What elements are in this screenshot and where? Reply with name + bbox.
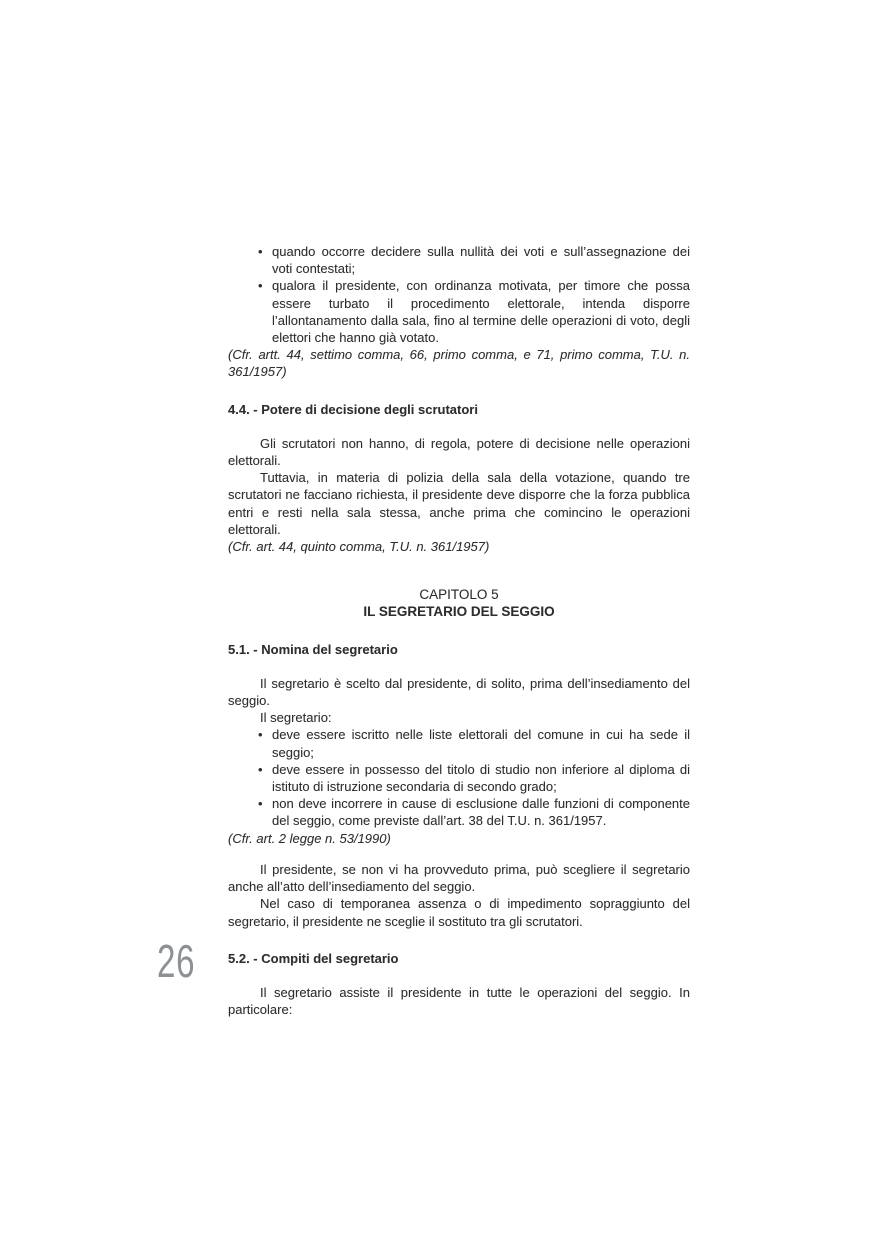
list-item xyxy=(228,795,690,829)
section-heading-4-4: 4.4. - Potere di decisione degli scrutatori xyxy=(228,401,478,417)
paragraph: Il segretario: xyxy=(260,710,332,726)
bullet-icon: • xyxy=(258,727,263,743)
citation: (Cfr. art. 44, quinto comma, T.U. n. 361/1957) xyxy=(228,539,490,555)
citation: (Cfr. art. 2 legge n. 53/1990) xyxy=(228,830,391,846)
bullet-icon: • xyxy=(258,796,263,812)
paragraph: Il segretario assiste il presidente in tutte le operazioni del seggio. In particolare: xyxy=(228,984,690,1018)
list-item xyxy=(228,726,690,760)
list-item-text: deve essere in possesso del titolo di studio non inferiore al diploma di istituto di istruzione secondaria di secondo grado; xyxy=(272,761,690,795)
chapter-title: IL SEGRETARIO DEL SEGGIO xyxy=(363,604,555,620)
citation: (Cfr. artt. 44, settimo comma, 66, primo comma, e 71, primo comma, T.U. n. 361/1957) xyxy=(228,347,690,380)
page-content xyxy=(228,243,690,1018)
paragraph: Tuttavia, in materia di polizia della sala della votazione, quando tre scrutatori ne facciano richiesta, il presidente deve disporre che la forza pubblica entri e resti nella sala stessa, anche prima che comincino le operazioni elettorali. xyxy=(228,470,690,537)
bullet-icon: • xyxy=(258,761,263,777)
list-item xyxy=(228,761,690,795)
list-item xyxy=(228,277,690,346)
bullet-icon: • xyxy=(258,278,263,294)
list-item-text: qualora il presidente, con ordinanza motivata, per timore che possa essere turbato il procedimento elettorale, intenda disporre l’allontanamento dalla sala, fino al termine delle operazioni di voto, degli elettori che hanno già votato. xyxy=(272,278,690,346)
list-item-text: deve essere iscritto nelle liste elettorali del comune in cui ha sede il seggio; xyxy=(272,727,690,760)
bullet-list-segretario xyxy=(228,726,690,829)
list-item-text: non deve incorrere in cause di esclusione dalle funzioni di componente del seggio, come previste dall’art. 38 del T.U. n. 361/1957. xyxy=(272,796,690,829)
bullet-list-top xyxy=(228,243,690,346)
list-item-text: quando occorre decidere sulla nullità dei voti e sull’assegnazione dei voti contestati; xyxy=(272,244,690,277)
chapter-kicker: CAPITOLO 5 xyxy=(419,587,499,603)
section-heading-5-1: 5.1. - Nomina del segretario xyxy=(228,641,398,657)
bullet-icon: • xyxy=(258,244,263,259)
paragraph: Il presidente, se non vi ha provveduto prima, può scegliere il segretario anche all’atto dell’insediamento del seggio. xyxy=(228,861,690,895)
paragraph: Il segretario è scelto dal presidente, di solito, prima dell’insediamento del seggio. xyxy=(228,675,690,709)
list-item xyxy=(228,243,690,277)
paragraph: Gli scrutatori non hanno, di regola, potere di decisione nelle operazioni elettorali. xyxy=(228,435,690,469)
page-number: 26 xyxy=(157,935,196,987)
chapter-heading xyxy=(228,586,690,620)
section-heading-5-2: 5.2. - Compiti del segretario xyxy=(228,950,399,966)
paragraph: Nel caso di temporanea assenza o di impedimento sopraggiunto del segretario, il presidente ne sceglie il sostituto tra gli scrutatori. xyxy=(228,896,690,929)
